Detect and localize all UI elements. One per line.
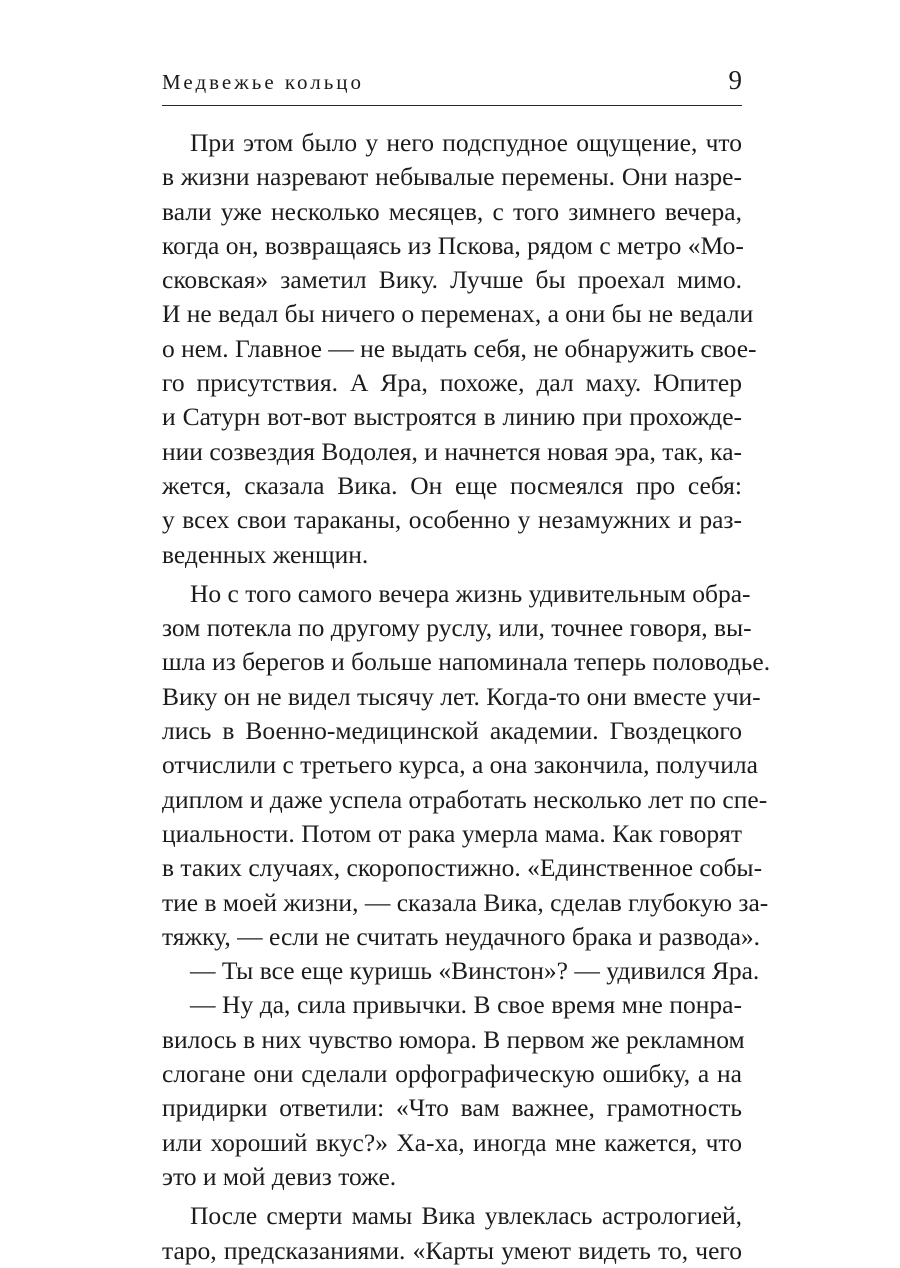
text-line: — Ну да, сила привычки. В свое время мне понра-	[190, 990, 742, 1020]
text-line: сковская» заметил Вику. Лучше бы проехал мимо.	[162, 265, 742, 295]
text-line: диплом и даже успела отработать несколько лет по спе-	[162, 784, 768, 814]
text-line: — Ты все еще куришь «Винстон»? — удивился Яра.	[190, 956, 760, 986]
text-line: когда он, возвращаясь из Пскова, рядом с метро «Мо-	[162, 230, 744, 260]
text-line: вали уже несколько месяцев, с того зимнего вечера,	[162, 196, 742, 226]
text-line: слогане они сделали орфографическую ошибку, а на	[162, 1059, 742, 1089]
text-line: И не ведал бы ничего о переменах, а они бы не ведали	[162, 299, 754, 329]
text-line: у всех свои тараканы, особенно у незамужних и раз-	[162, 505, 742, 535]
header-rule	[162, 105, 742, 106]
text-line: вилось в них чувство юмора. В первом же рекламном	[162, 1024, 745, 1054]
paragraph	[162, 1199, 742, 1268]
text-line: После смерти мамы Вика увлеклась астрологией,	[190, 1201, 742, 1231]
text-line: в таких случаях, скоропостижно. «Единственное собы-	[162, 853, 763, 883]
text-line: или хороший вкус?» Ха-ха, иногда мне кажется, что	[162, 1127, 742, 1157]
paragraph	[162, 577, 771, 954]
text-line: шла из берегов и больше напоминала теперь половодье.	[162, 647, 771, 677]
running-head	[162, 62, 742, 102]
text-line: и Сатурн вот-вот выстроятся в линию при прохожде-	[162, 402, 742, 432]
text-line: тяжку, — если не считать неудачного брака и развода».	[162, 921, 761, 951]
paragraph	[162, 988, 745, 1194]
text-line: это и мой девиз тоже.	[162, 1161, 397, 1191]
body-text	[162, 126, 771, 1268]
text-line: циальности. Потом от рака умерла мама. Как говорят	[162, 818, 742, 848]
text-line: в жизни назревают небывалые перемены. Они назре-	[162, 162, 742, 192]
text-line: жется, сказала Вика. Он еще посмеялся про себя:	[162, 470, 742, 500]
text-line: При этом было у него подспудное ощущение, что	[190, 128, 742, 157]
text-line: тие в моей жизни, — сказала Вика, сделав глубокую за-	[162, 887, 769, 917]
paragraph	[162, 126, 757, 572]
running-title: Медвежье кольцо	[162, 70, 365, 94]
text-line: лись в Военно-медицинской академии. Гвоздецкого	[162, 716, 742, 746]
paragraph	[162, 954, 760, 988]
text-line: Вику он не видел тысячу лет. Когда-то они вместе учи-	[162, 681, 761, 711]
text-line: придирки ответили: «Что вам важнее, грамотность	[162, 1093, 742, 1123]
text-line: Но с того самого вечера жизнь удивительным обра-	[190, 578, 751, 608]
text-line: о нем. Главное — не выдать себя, не обнаружить свое-	[162, 333, 757, 363]
text-line: веденных женщин.	[162, 539, 369, 569]
text-line: нии созвездия Водолея, и начнется новая эра, так, ка-	[162, 436, 742, 466]
text-line: го присутствия. А Яра, похоже, дал маху. Юпитер	[162, 368, 742, 398]
text-line: зом потекла по другому руслу, или, точнее говоря, вы-	[162, 613, 752, 643]
page-number: 9	[728, 65, 742, 95]
text-line: отчислили с третьего курса, а она закончила, получила	[162, 750, 758, 780]
text-line: таро, предсказаниями. «Карты умеют видеть то, чего	[162, 1235, 742, 1265]
